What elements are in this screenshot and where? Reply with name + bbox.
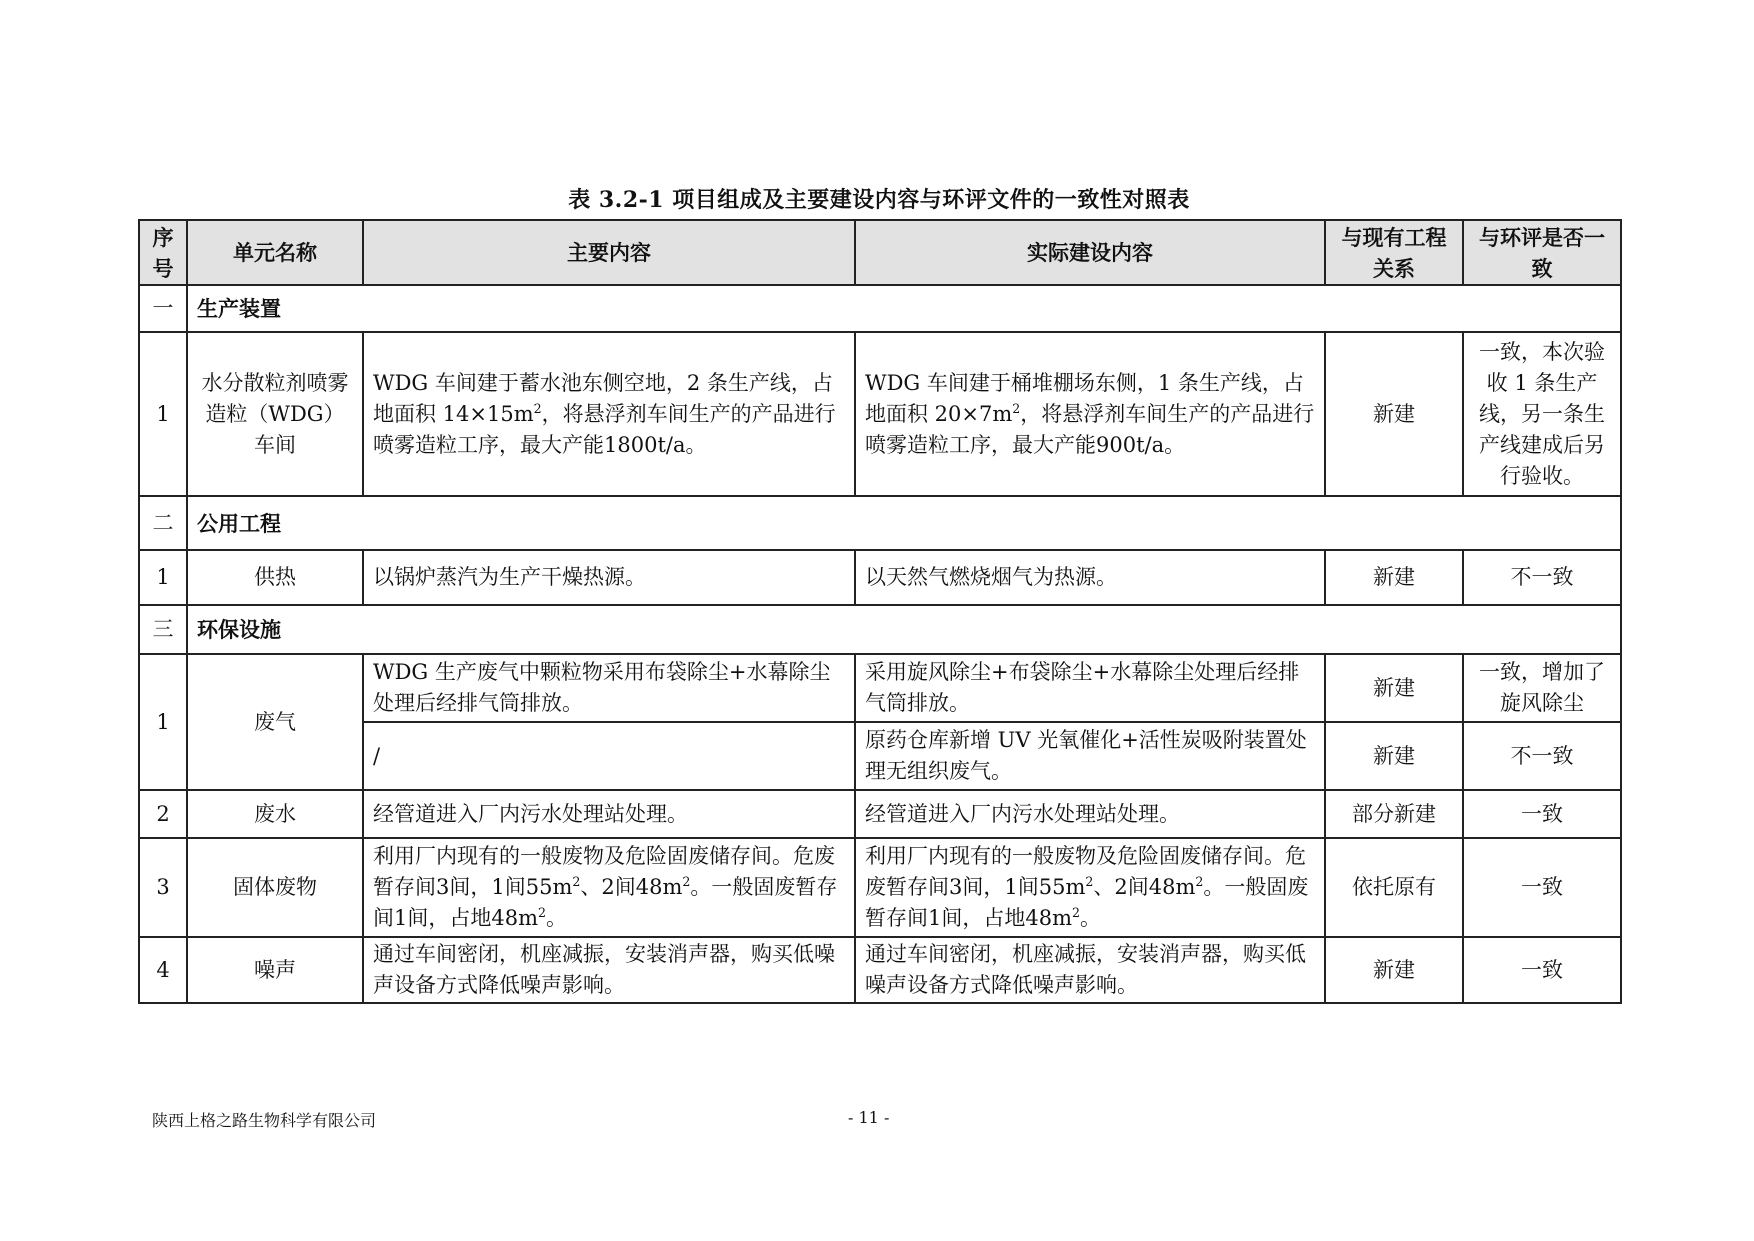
table-row [139,654,1621,722]
row-actual-content: WDG 车间建于桶堆棚场东侧，1 条生产线，占地面积 $20\times 7m^2$，将悬浮剂车间生产的产品进行喷雾造粒工序，最大产能900t/a。 [855,332,1325,496]
row-seq: 1 [139,654,187,790]
header-unit: 单元名称 [187,220,363,285]
table-row [139,332,1621,496]
section-number: 一 [139,285,187,332]
row-seq: 2 [139,790,187,838]
row-actual-content: 通过车间密闭，机座减振，安装消声器，购买低噪声设备方式降低噪声影响。 [855,937,1325,1003]
row-relation: 新建 [1325,550,1463,605]
row-actual-content: 利用厂内现有的一般废物及危险固废储存间。危废暂存间3间，1间$55m^2$、2间$48m^2$。一般固废暂存间1间，占地$48m^2$。 [855,838,1325,937]
row-seq: 1 [139,550,187,605]
row-consistent: 一致 [1463,790,1621,838]
row-main-content: 通过车间密闭，机座减振，安装消声器，购买低噪声设备方式降低噪声影响。 [363,937,855,1003]
row-consistent: 不一致 [1463,550,1621,605]
row-unit: 固体废物 [187,838,363,937]
comparison-table [138,219,1622,1004]
header-consistent: 与环评是否一致 [1463,220,1621,285]
row-relation: 依托原有 [1325,838,1463,937]
row-actual-content: 原药仓库新增 UV 光氧催化+活性炭吸附装置处理无组织废气。 [855,722,1325,790]
header-seq: 序号 [139,220,187,285]
row-relation: 新建 [1325,722,1463,790]
row-consistent: 一致，增加了旋风除尘 [1463,654,1621,722]
row-seq: 1 [139,332,187,496]
row-main-content: 利用厂内现有的一般废物及危险固废储存间。危废暂存间3间，1间$55m^2$、2间$48m^2$。一般固废暂存间1间，占地$48m^2$。 [363,838,855,937]
section-title: 公用工程 [187,496,1621,550]
row-unit: 噪声 [187,937,363,1003]
row-unit: 废气 [187,654,363,790]
row-main-content: WDG 生产废气中颗粒物采用布袋除尘+水幕除尘处理后经排气筒排放。 [363,654,855,722]
table-row [139,790,1621,838]
table-title: 表 3.2-1 项目组成及主要建设内容与环评文件的一致性对照表 [568,187,1190,213]
row-actual-content: 以天然气燃烧烟气为热源。 [855,550,1325,605]
page-number: - 11 - [848,1108,890,1127]
table-row [139,937,1621,1003]
row-relation: 部分新建 [1325,790,1463,838]
row-actual-content: 经管道进入厂内污水处理站处理。 [855,790,1325,838]
row-unit: 废水 [187,790,363,838]
section-number: 三 [139,605,187,654]
row-consistent: 不一致 [1463,722,1621,790]
section-row [139,496,1621,550]
table-row [139,838,1621,937]
header-relation: 与现有工程关系 [1325,220,1463,285]
header-row [139,220,1621,285]
header-actual: 实际建设内容 [855,220,1325,285]
row-unit: 供热 [187,550,363,605]
row-main-content: 以锅炉蒸汽为生产干燥热源。 [363,550,855,605]
section-number: 二 [139,496,187,550]
section-title: 生产装置 [187,285,1621,332]
section-row [139,605,1621,654]
row-consistent: 一致，本次验收 1 条生产线，另一条生产线建成后另行验收。 [1463,332,1621,496]
row-consistent: 一致 [1463,937,1621,1003]
row-unit: 水分散粒剂喷雾造粒（WDG）车间 [187,332,363,496]
row-relation: 新建 [1325,937,1463,1003]
section-title: 环保设施 [187,605,1621,654]
row-main-content: / [363,722,855,790]
table-row [139,550,1621,605]
row-seq: 3 [139,838,187,937]
section-row [139,285,1621,332]
footer-company: 陕西上格之路生物科学有限公司 [152,1111,377,1130]
row-main-content: WDG 车间建于蓄水池东侧空地，2 条生产线，占地面积 $14\times 15m^2$，将悬浮剂车间生产的产品进行喷雾造粒工序，最大产能1800t/a。 [363,332,855,496]
row-relation: 新建 [1325,654,1463,722]
row-actual-content: 采用旋风除尘+布袋除尘+水幕除尘处理后经排气筒排放。 [855,654,1325,722]
row-main-content: 经管道进入厂内污水处理站处理。 [363,790,855,838]
header-main: 主要内容 [363,220,855,285]
row-consistent: 一致 [1463,838,1621,937]
row-seq: 4 [139,937,187,1003]
row-relation: 新建 [1325,332,1463,496]
